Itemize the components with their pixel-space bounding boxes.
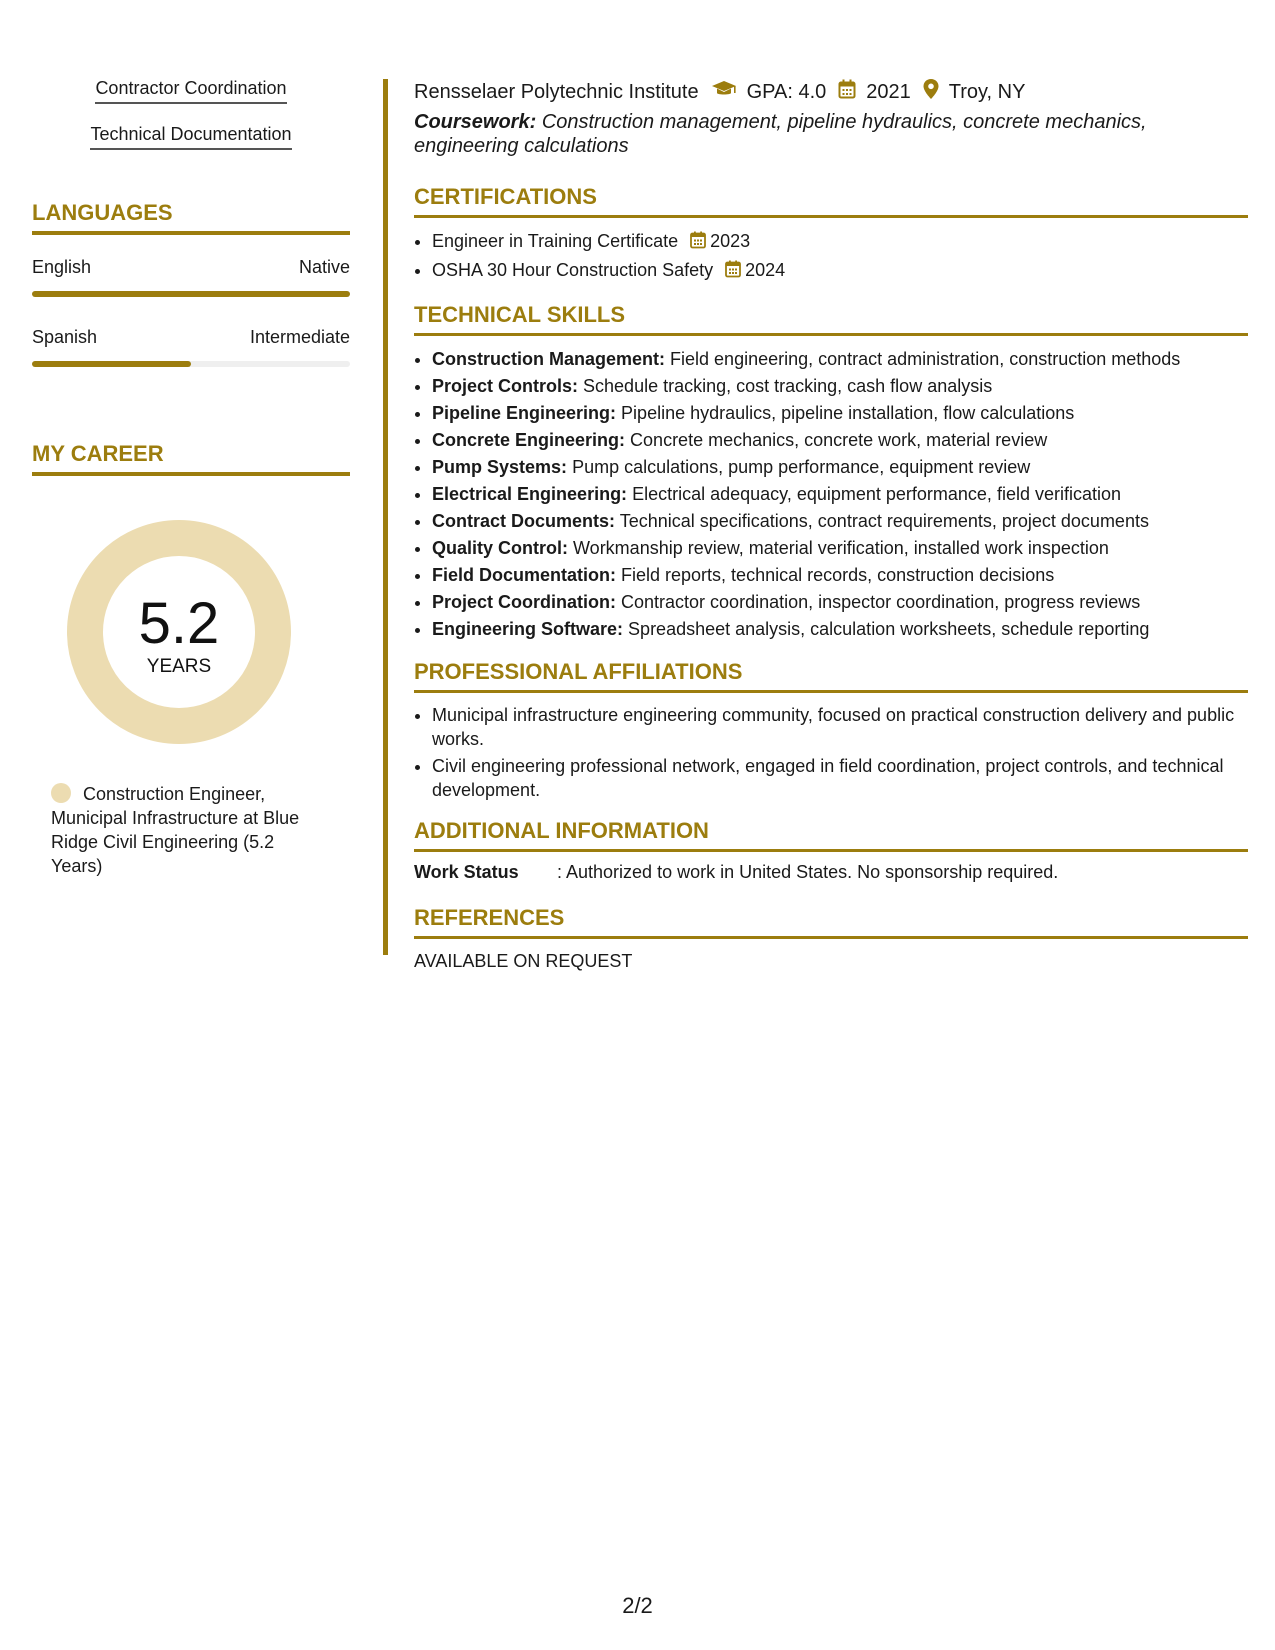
section-divider [32, 231, 350, 235]
section-divider [414, 936, 1248, 939]
location-pin-icon [923, 79, 939, 105]
skill-label: Pump Systems: [432, 457, 568, 477]
skill-label: Construction Management: [432, 349, 666, 369]
skill-label: Quality Control: [432, 538, 568, 558]
list-item [432, 346, 1248, 373]
coursework-label: Coursework: [414, 111, 537, 133]
list-item [432, 454, 1248, 481]
language-item [32, 257, 350, 297]
list-item [432, 562, 1248, 589]
left-column [32, 78, 350, 878]
language-proficiency-bar [32, 361, 350, 367]
graduation-cap-icon [711, 80, 737, 104]
technical-skills-title: TECHNICAL SKILLS [414, 302, 626, 327]
language-level: Native [298, 257, 350, 277]
references-text: AVAILABLE ON REQUEST [414, 951, 633, 971]
list-item [432, 257, 1248, 286]
list-item [432, 427, 1248, 454]
language-proficiency-fill [32, 291, 350, 297]
skill-text: Concrete mechanics, concrete work, material review [630, 430, 1048, 450]
language-level: Intermediate [249, 327, 350, 347]
coursework-text: Construction management, pipeline hydraulics, concrete mechanics, engineering calculations [414, 111, 1147, 157]
certification-year: 2023 [710, 231, 751, 251]
list-item [432, 481, 1248, 508]
skill-text: Field reports, technical records, construction decisions [621, 565, 1055, 585]
skill-text: Field engineering, contract administration, construction methods [670, 349, 1181, 369]
coursework [414, 110, 1248, 158]
skill-text: Contractor coordination, inspector coordination, progress reviews [621, 592, 1141, 612]
skill-label: Concrete Engineering: [432, 430, 626, 450]
career-years-value: 5.2 [138, 591, 220, 656]
career-years-unit: YEARS [146, 656, 212, 677]
skill-text: Workmanship review, material verification, installed work inspection [573, 538, 1109, 558]
school-location: Troy, NY [948, 80, 1026, 103]
certifications-title: CERTIFICATIONS [414, 184, 597, 209]
certification-name: OSHA 30 Hour Construction Safety [432, 260, 714, 280]
certification-year: 2024 [745, 260, 786, 280]
skill-text: Technical specifications, contract requirements, project documents [619, 511, 1149, 531]
calendar-icon [838, 79, 856, 105]
page-number: 2/2 [622, 1593, 653, 1618]
right-column [414, 78, 1248, 972]
language-item [32, 327, 350, 367]
skill-tag [32, 124, 350, 150]
gpa: GPA: 4.0 [746, 80, 827, 103]
section-divider [414, 849, 1248, 852]
language-proficiency-bar [32, 291, 350, 297]
technical-skills-section [414, 302, 1248, 643]
skill-label: Pipeline Engineering: [432, 403, 617, 423]
skill-label: Electrical Engineering: [432, 484, 628, 504]
list-item [432, 616, 1248, 643]
certification-name: Engineer in Training Certificate [432, 231, 679, 251]
certifications-section [414, 184, 1248, 286]
languages-title: LANGUAGES [32, 200, 173, 225]
list-item: • Municipal infrastructure engineering community, focused on practical construction delivery and public works. [432, 703, 1248, 751]
skill-label: Contract Documents: [432, 511, 616, 531]
affiliations-list [414, 703, 1248, 802]
school-name: Rensselaer Polytechnic Institute [414, 80, 699, 103]
additional-info-title: ADDITIONAL INFORMATION [414, 818, 709, 843]
education-entry [414, 78, 1248, 158]
section-divider [414, 690, 1248, 693]
section-divider [32, 472, 350, 476]
skill-text: Pump calculations, pump performance, equipment review [572, 457, 1031, 477]
work-status-label: Work Status [414, 862, 519, 882]
skill-label: Engineering Software: [432, 619, 624, 639]
career-title: MY CAREER [32, 441, 164, 466]
skill-text: Electrical adequacy, equipment performance, field verification [632, 484, 1121, 504]
section-divider [414, 333, 1248, 336]
list-item [432, 508, 1248, 535]
calendar-icon [690, 230, 706, 257]
career-entry-text: Construction Engineer, Municipal Infrastructure at Blue Ridge Civil Engineering (5.2 Years) [51, 784, 300, 876]
skill-label: Project Controls: [432, 376, 579, 396]
skill-text: Schedule tracking, cost tracking, cash flow analysis [583, 376, 993, 396]
skill-tag [32, 78, 350, 104]
certifications-list [414, 228, 1248, 286]
skill-tag-label: Technical Documentation [90, 124, 291, 150]
list-item [432, 228, 1248, 257]
legend-dot-icon [51, 783, 71, 803]
list-item: • Civil engineering professional network, engaged in field coordination, project controls, and technical development. [432, 754, 1248, 802]
skill-text: Spreadsheet analysis, calculation worksheets, schedule reporting [628, 619, 1150, 639]
list-item [432, 535, 1248, 562]
graduation-year: 2021 [866, 80, 911, 103]
skill-tag-label: Contractor Coordination [95, 78, 286, 104]
affiliations-section [414, 659, 1248, 802]
list-item [432, 400, 1248, 427]
additional-info-section [414, 818, 1248, 883]
list-item [432, 373, 1248, 400]
language-name: English [32, 257, 92, 277]
section-divider [414, 215, 1248, 218]
skill-label: Project Coordination: [432, 592, 616, 612]
list-item [432, 589, 1248, 616]
career-legend-item [51, 782, 321, 878]
language-proficiency-fill [32, 361, 191, 367]
language-name: Spanish [32, 327, 98, 347]
references-section [414, 905, 1248, 972]
calendar-icon [725, 259, 741, 286]
work-status-value: : Authorized to work in United States. No sponsorship required. [557, 862, 1059, 882]
work-status-row [414, 862, 1248, 883]
column-divider [383, 79, 388, 955]
skill-text: Pipeline hydraulics, pipeline installation, flow calculations [621, 403, 1075, 423]
languages-section [32, 200, 350, 367]
career-section [32, 441, 350, 878]
technical-skills-list [414, 346, 1248, 643]
references-title: REFERENCES [414, 905, 565, 930]
skill-label: Field Documentation: [432, 565, 616, 585]
affiliations-title: PROFESSIONAL AFFILIATIONS [414, 659, 743, 684]
career-donut [67, 520, 291, 744]
